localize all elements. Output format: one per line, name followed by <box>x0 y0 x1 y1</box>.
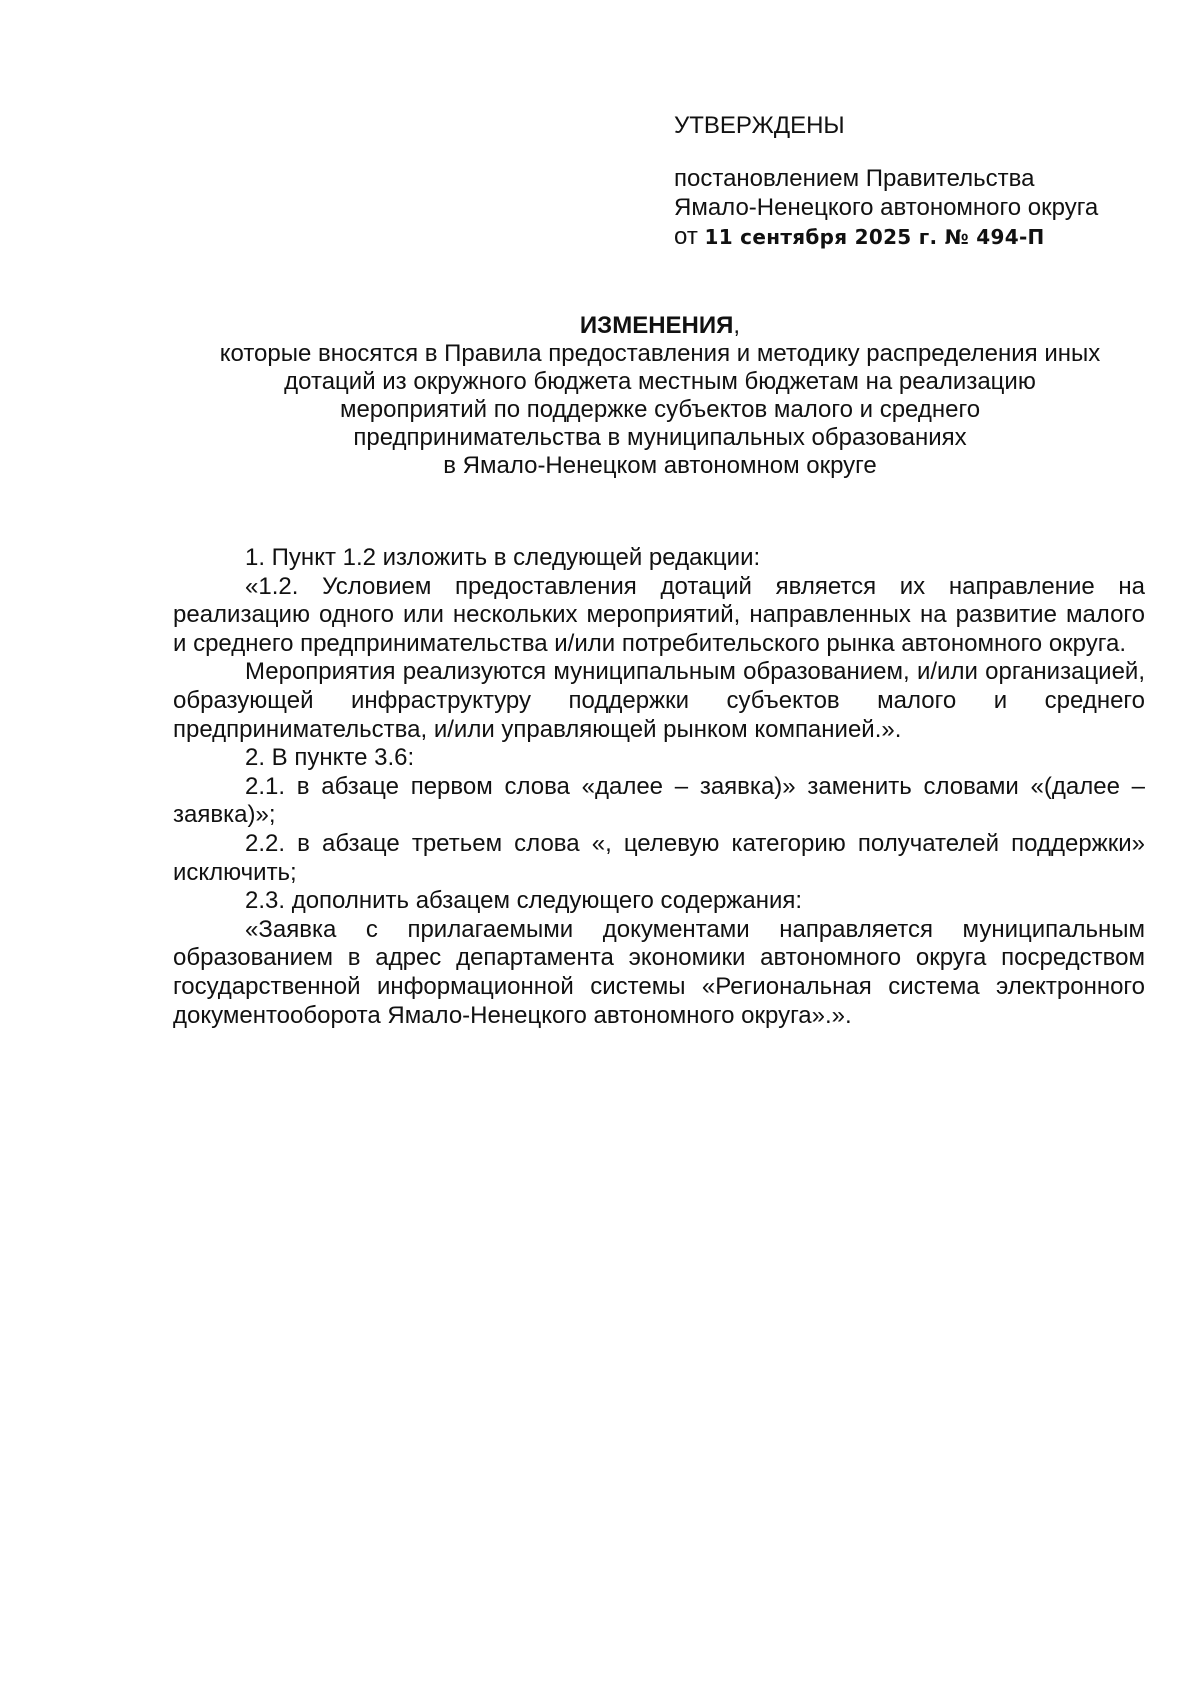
body-paragraph: «Заявка с прилагаемыми документами направляется муниципальным образованием в адрес департамента экономики автономного округа посредством государственной информационной системы «Региональная система электронного документооборота Ямало-Ненецкого автономного округа».». <box>173 915 1145 1029</box>
document-heading-comma: , <box>733 312 741 339</box>
approval-stamp-label: УТВЕРЖДЕНЫ <box>674 112 845 139</box>
document-heading <box>150 312 1170 340</box>
body-paragraph: «1.2. Условием предоставления дотаций является их направление на реализацию одного или нескольких мероприятий, направленных на развитие малого и среднего предпринимательства и/или потребительского рынка автономного округа. <box>173 572 1145 657</box>
document-subtitle-line: предпринимательства в муниципальных образованиях <box>353 424 967 451</box>
document-subtitle-line: мероприятий по поддержке субъектов малого и среднего <box>339 396 981 423</box>
body-paragraph: 2.2. в абзаце третьем слова «, целевую категорию получателей поддержки» исключить; <box>173 829 1145 886</box>
document-body <box>173 544 1145 1030</box>
document-subtitle-line: в Ямало-Ненецком автономном округе <box>443 452 877 479</box>
body-paragraph: 2.1. в абзаце первом слова «далее – заявка)» заменить словами «(далее – заявка)»; <box>173 772 1145 829</box>
body-paragraph: 2. В пункте 3.6: <box>245 744 415 772</box>
approval-date-prefix: от <box>674 223 698 250</box>
approval-block <box>674 111 1174 252</box>
approval-resolution-line: постановлением Правительства <box>674 165 1035 192</box>
document-subtitle-line: которые вносятся в Правила предоставления и методику распределения иных <box>219 340 1101 367</box>
approval-government-line: Ямало-Ненецкого автономного округа <box>674 194 1099 221</box>
document-heading-word: ИЗМЕНЕНИЯ <box>579 312 734 339</box>
document-subtitle-line: дотаций из окружного бюджета местным бюджетам на реализацию <box>284 368 1036 395</box>
body-paragraph: 2.3. дополнить абзацем следующего содержания: <box>245 887 803 915</box>
approval-date-line <box>674 222 1174 252</box>
document-title-block <box>150 312 1170 480</box>
approval-date-number: 11 сентября 2025 г. № 494-П <box>704 225 1045 249</box>
body-paragraph: Мероприятия реализуются муниципальным образованием, и/или организацией, образующей инфраструктуру поддержки субъектов малого и среднего предпринимательства, и/или управляющей рынком компанией.». <box>173 658 1145 743</box>
body-paragraph: 1. Пункт 1.2 изложить в следующей редакции: <box>245 544 761 571</box>
